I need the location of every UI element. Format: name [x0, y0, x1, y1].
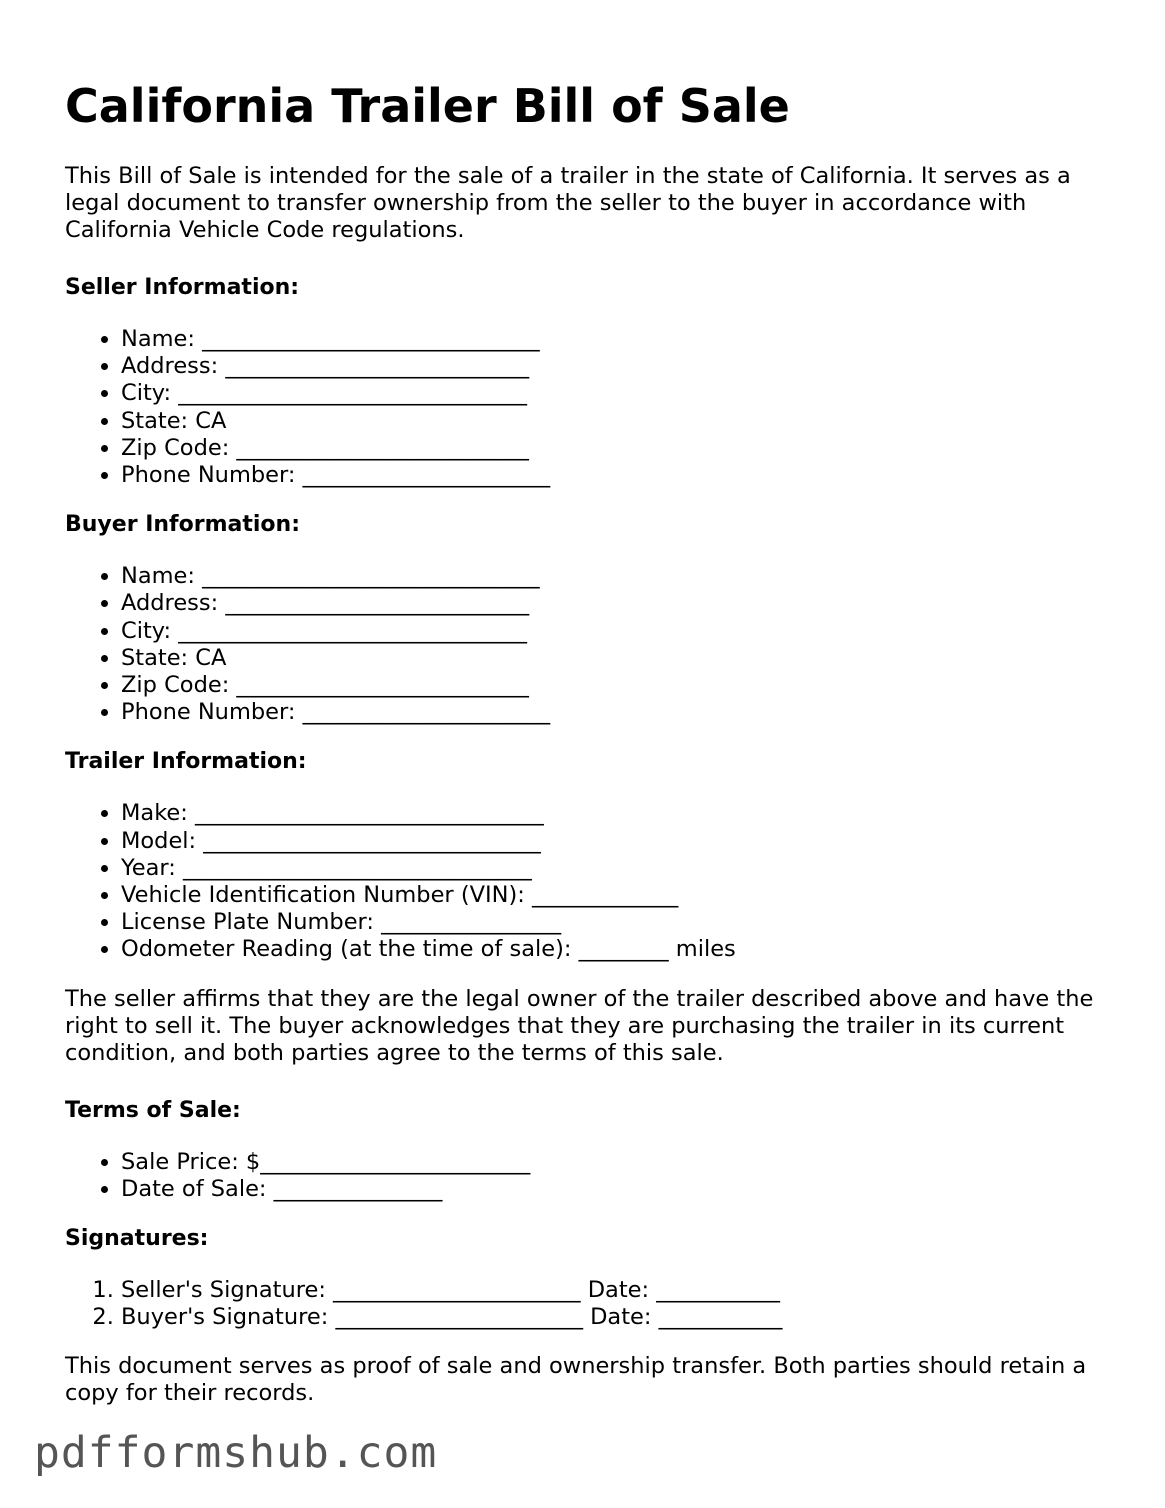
trailer-plate-field[interactable]: • License Plate Number: ________________ [121, 909, 1115, 936]
buyer-heading: Buyer Information: [65, 512, 300, 538]
seller-name-field[interactable]: • Name: ______________________________ [121, 326, 1115, 353]
buyer-signature-field[interactable]: 2. Buyer's Signature: ______________________ Date: ___________ [121, 1304, 1115, 1331]
terms-list [65, 1149, 1115, 1203]
document-title: California Trailer Bill of Sale [65, 79, 790, 133]
buyer-state: • State: CA [121, 645, 1115, 672]
buyer-city-field[interactable]: • City: _______________________________ [121, 618, 1115, 645]
trailer-odometer-field[interactable]: • Odometer Reading (at the time of sale): ________ miles [121, 936, 1115, 963]
watermark: pdfformshub.com [34, 1428, 438, 1478]
signatures-list [65, 1277, 1115, 1331]
signatures-heading: Signatures: [65, 1225, 209, 1251]
trailer-info-list [65, 800, 1115, 963]
sale-price-field[interactable]: • Sale Price: $________________________ [121, 1149, 1115, 1176]
closing-paragraph: This document serves as proof of sale and ownership transfer. Both parties should retain a copy for their records. [65, 1353, 1087, 1407]
seller-signature-field[interactable]: 1. Seller's Signature: ______________________ Date: ___________ [121, 1277, 1115, 1304]
sale-date-field[interactable]: • Date of Sale: _______________ [121, 1176, 1115, 1203]
seller-zip-field[interactable]: • Zip Code: __________________________ [121, 435, 1115, 462]
seller-heading: Seller Information: [65, 274, 300, 300]
buyer-name-field[interactable]: • Name: ______________________________ [121, 563, 1115, 590]
seller-info-list [65, 326, 1115, 489]
trailer-model-field[interactable]: • Model: ______________________________ [121, 828, 1115, 855]
intro-paragraph: This Bill of Sale is intended for the sale of a trailer in the state of California. It serves as a legal document to transfer ownership from the seller to the buyer in accordance with California Vehicle Code regulations. [65, 162, 1071, 243]
seller-address-field[interactable]: • Address: ___________________________ [121, 353, 1115, 380]
seller-state: • State: CA [121, 408, 1115, 435]
document-page [65, 80, 1115, 1437]
buyer-info-list [65, 563, 1115, 726]
trailer-make-field[interactable]: • Make: _______________________________ [121, 800, 1115, 827]
trailer-vin-field[interactable]: • Vehicle Identification Number (VIN): _____________ [121, 882, 1115, 909]
trailer-heading: Trailer Information: [65, 749, 307, 775]
trailer-year-field[interactable]: • Year: _______________________________ [121, 855, 1115, 882]
buyer-address-field[interactable]: • Address: ___________________________ [121, 590, 1115, 617]
seller-city-field[interactable]: • City: _______________________________ [121, 380, 1115, 407]
buyer-phone-field[interactable]: • Phone Number: ______________________ [121, 699, 1115, 726]
buyer-zip-field[interactable]: • Zip Code: __________________________ [121, 672, 1115, 699]
seller-phone-field[interactable]: • Phone Number: ______________________ [121, 462, 1115, 489]
affirmation-paragraph: The seller affirms that they are the legal owner of the trailer described above and have the right to sell it. The buyer acknowledges that they are purchasing the trailer in its current condition, and both parties agree to the terms of this sale. [65, 985, 1094, 1066]
terms-heading: Terms of Sale: [65, 1097, 241, 1123]
